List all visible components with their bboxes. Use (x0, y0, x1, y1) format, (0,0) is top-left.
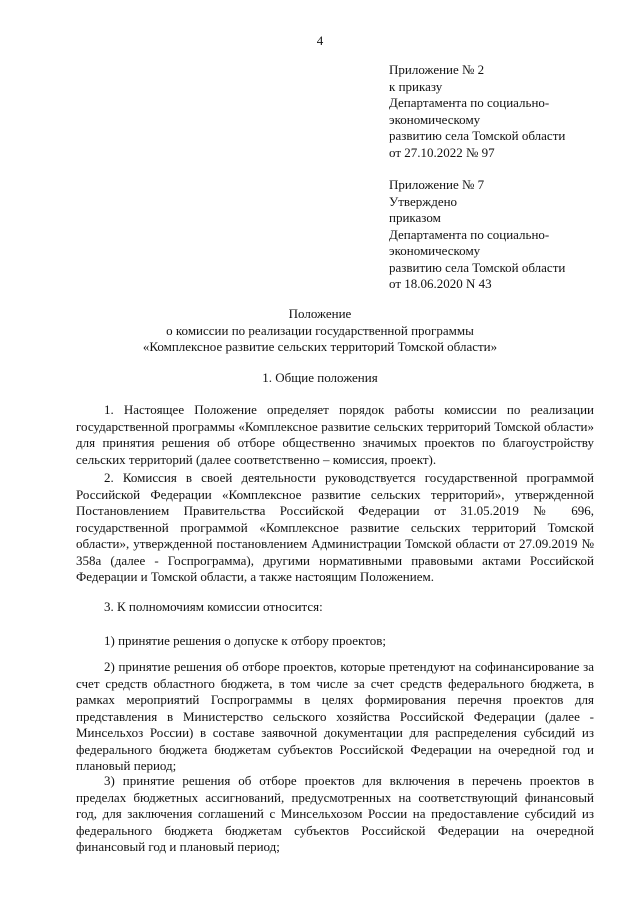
appendix-7-header (389, 177, 624, 293)
paragraph-3: 3. К полномочиям комиссии относится: (104, 599, 323, 614)
appendix-line: развитию села Томской области (389, 128, 566, 143)
paragraph-1: 1. Настоящее Положение определяет порядок работы комиссии по реализации государственной программы «Комплексное развитие сельских территорий Томской области» для принятия решения об отборе общественно значимых проектов по благоустройству сельских территорий (далее соответственно – комиссия, проект). (76, 402, 594, 467)
appendix-line: Приложение № 7 (389, 177, 485, 192)
appendix-line: приказом (389, 210, 441, 225)
title-line-2: о комиссии по реализации государственной программы (166, 322, 474, 338)
appendix-line: Приложение № 2 (389, 62, 485, 77)
appendix-line: экономическому (389, 243, 481, 258)
appendix-line: от 18.06.2020 N 43 (389, 276, 492, 291)
appendix-line: развитию села Томской области (389, 259, 566, 275)
list-item-3: 3) принятие решения об отборе проектов для включения в перечень проектов в пределах бюджетных ассигнований, предусмотренных на соответствующий финансовый год, для заключения соглашений с Минсельхозом России на предоставление субсидий из федерального бюджета бюджетам субъектов Российской Федерации на очередной финансовый год и плановый период; (76, 773, 594, 854)
appendix-2-header (389, 62, 624, 161)
appendix-line: Утверждено (389, 193, 458, 209)
paragraph-2: 2. Комиссия в своей деятельности руководствуется государственной программой Российской Федерации «Комплексное развитие сельских территорий», утвержденной Постановлением Правительства Российской Федерации от 31.05.2019 № 696, государственной программой «Комплексное развитие сельских территорий Томской области», утвержденной постановлением Администрации Томской области от 27.09.2019 № 358а (далее - Госпрограмма), другими нормативными правовыми актами Российской Федерации и Томской области, а также настоящим Положением. (76, 470, 594, 584)
list-item-2: 2) принятие решения об отборе проектов, которые претендуют на софинансирование за счет средств областного бюджета, в том числе за счет средств федерального бюджета, в рамках мероприятий Госпрограммы в целях формирования перечня проектов для представления в Министерство сельского хозяйства Российской Федерации (далее - Минсельхоз России) в составе заявочной документации для распределения субсидий из федерального бюджета бюджетам субъектов Российской Федерации на очередной год и плановый период; (76, 659, 594, 773)
list-item-1: 1) принятие решения о допуске к отбору проектов; (104, 633, 386, 648)
appendix-line: к приказу (389, 78, 443, 94)
title-line-3: «Комплексное развитие сельских территорий Томской области» (142, 339, 498, 354)
section-heading: 1. Общие положения (262, 370, 378, 385)
appendix-line: Департамента по социально- (389, 95, 550, 110)
appendix-line: Департамента по социально- (389, 226, 550, 242)
appendix-line: экономическому (389, 111, 481, 127)
appendix-line: от 27.10.2022 № 97 (389, 144, 495, 160)
title-line-1: Положение (288, 306, 352, 321)
document-title (0, 306, 640, 356)
page-number: 4 (316, 33, 324, 48)
